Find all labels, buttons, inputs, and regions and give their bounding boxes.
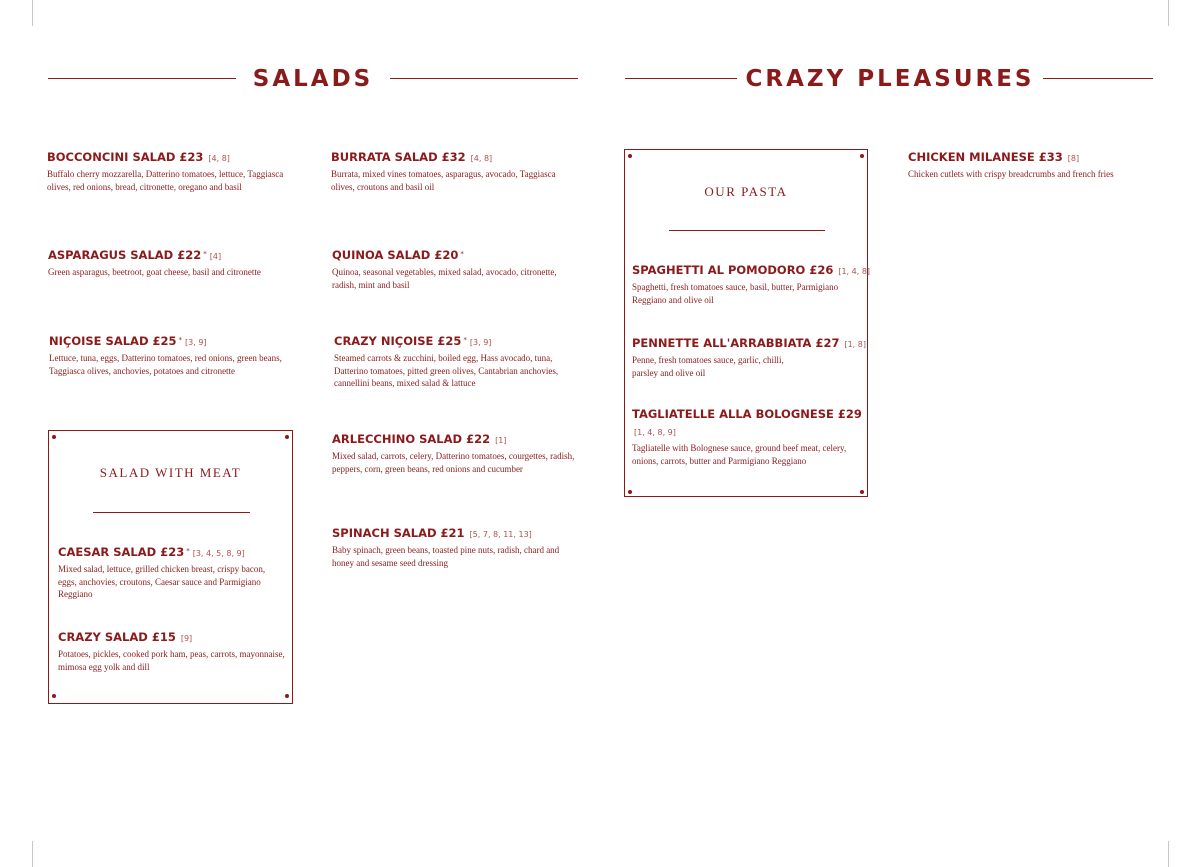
corner-dot: [285, 694, 289, 698]
allergen-codes: [1, 4, 8, 9]: [634, 428, 676, 437]
item-description: Lettuce, tuna, eggs, Datterino tomatoes, red onions, green beans, Taggiasca olives, anchovies, potatoes and citronette: [49, 353, 282, 376]
allergen-codes: [4, 8]: [470, 154, 493, 163]
vegetarian-star: *: [463, 336, 467, 344]
allergen-codes: [1, 8]: [844, 340, 866, 349]
item-description: Spaghetti, fresh tomatoes sauce, basil, butter, Parmigiano Reggiano and olive oil: [632, 282, 839, 305]
item-name: ARLECCHINO SALAD £22: [332, 432, 491, 446]
trim-mark: [1168, 0, 1169, 26]
menu-item-tagliatelle-bolognese: [632, 406, 866, 467]
heading-rule-left: [625, 78, 737, 79]
box-divider: [669, 230, 825, 231]
item-name: CAESAR SALAD £23: [58, 545, 185, 559]
menu-item-bocconcini-salad: [47, 148, 307, 193]
item-name: PENNETTE ALL'ARRABBIATA £27: [632, 336, 840, 350]
item-description: Tagliatelle with Bolognese sauce, ground beef meat, celery, onions, carrots, butter and Parmigiano Reggiano: [632, 443, 847, 466]
menu-item-spinach-salad: [332, 524, 577, 569]
allergen-codes: [1, 4, 8]: [838, 267, 871, 276]
allergen-codes: [1]: [495, 436, 507, 445]
corner-dot: [860, 490, 864, 494]
item-name: CHICKEN MILANESE £33: [908, 150, 1063, 164]
salads-heading: SALADS: [252, 66, 374, 92]
item-description: Quinoa, seasonal vegetables, mixed salad, avocado, citronette, radish, mint and basil: [332, 267, 557, 290]
item-name: BOCCONCINI SALAD £23: [47, 150, 204, 164]
heading-rule-right: [390, 78, 578, 79]
menu-item-quinoa-salad: [332, 246, 582, 291]
item-name: BURRATA SALAD £32: [331, 150, 466, 164]
item-description: Penne, fresh tomatoes sauce, garlic, chilli, parsley and olive oil: [632, 355, 784, 378]
item-description: Mixed salad, lettuce, grilled chicken breast, crispy bacon, eggs, anchovies, croutons, Caesar sauce and Parmigiano Reggiano: [58, 564, 266, 599]
menu-item-crazy-nicoise: [334, 332, 574, 390]
heading-rule-left: [48, 78, 236, 79]
allergen-codes: [3, 4, 5, 8, 9]: [192, 549, 245, 558]
box-title: SALAD WITH MEAT: [99, 465, 242, 480]
menu-item-crazy-salad: [58, 628, 286, 673]
corner-dot: [628, 490, 632, 494]
menu-item-spaghetti-al-pomodoro: [632, 261, 871, 306]
item-description: Burrata, mixed vines tomatoes, asparagus, avocado, Taggiasca olives, croutons and basil oil: [331, 169, 556, 192]
vegetarian-star: *: [460, 250, 464, 258]
trim-mark: [1168, 841, 1169, 867]
item-description: Buffalo cherry mozzarella, Datterino tomatoes, lettuce, Taggiasca olives, red onions, bread, citronette, oregano and basil: [47, 169, 284, 192]
heading-rule-right: [1043, 78, 1153, 79]
trim-mark: [32, 841, 33, 867]
menu-item-chicken-milanese: [908, 148, 1158, 181]
box-title: OUR PASTA: [704, 184, 788, 199]
item-description: Green asparagus, beetroot, goat cheese, basil and citronette: [48, 267, 261, 277]
box-divider: [93, 512, 250, 513]
item-name: ASPARAGUS SALAD £22: [48, 248, 202, 262]
crazy-pleasures-heading: CRAZY PLEASURES: [745, 66, 1035, 92]
corner-dot: [860, 154, 864, 158]
item-name: CRAZY NIÇOISE £25: [334, 334, 462, 348]
vegetarian-star: *: [186, 547, 190, 555]
allergen-codes: [5, 7, 8, 11, 13]: [469, 530, 532, 539]
allergen-codes: [9]: [180, 634, 193, 643]
our-pasta-box: [624, 149, 871, 497]
allergen-codes: [4, 8]: [208, 154, 230, 163]
item-name: CRAZY SALAD £15: [58, 630, 176, 644]
item-description: Baby spinach, green beans, toasted pine nuts, radish, chard and honey and sesame seed dressing: [332, 545, 560, 568]
item-name: QUINOA SALAD £20: [332, 248, 459, 262]
item-description: Steamed carrots & zucchini, boiled egg, Hass avocado, tuna, Datterino tomatoes, pitted green olives, Cantabrian anchovies, cannellini beans, mixed salad & lattuce: [334, 353, 559, 388]
corner-dot: [285, 435, 289, 439]
item-name: NIÇOISE SALAD £25: [49, 334, 177, 348]
menu-item-asparagus-salad: [48, 246, 298, 279]
item-name: SPINACH SALAD £21: [332, 526, 465, 540]
item-description: Mixed salad, carrots, celery, Datterino tomatoes, courgettes, radish, peppers, corn, green beans, red onions and cucumber: [332, 451, 575, 474]
menu-item-pennette-arrabbiata: [632, 334, 866, 379]
allergen-codes: [8]: [1067, 154, 1080, 163]
allergen-codes: [4]: [209, 252, 222, 261]
item-description: Potatoes, pickles, cooked pork ham, peas, carrots, mayonnaise, mimosa egg yolk and dill: [58, 649, 285, 672]
vegetarian-star: *: [178, 336, 183, 344]
item-name: TAGLIATELLE ALLA BOLOGNESE £29: [632, 407, 862, 421]
salad-with-meat-box: [48, 430, 293, 704]
vegetarian-star: *: [203, 250, 207, 258]
menu-item-nicoise-salad: [49, 332, 287, 377]
allergen-codes: [3, 9]: [185, 338, 207, 347]
corner-dot: [52, 435, 56, 439]
item-description: Chicken cutlets with crispy breadcrumbs and french fries: [908, 169, 1114, 179]
menu-item-caesar-salad: [58, 543, 286, 601]
corner-dot: [628, 154, 632, 158]
allergen-codes: [3, 9]: [469, 338, 492, 347]
item-name: SPAGHETTI AL POMODORO £26: [632, 263, 834, 277]
menu-item-arlecchino-salad: [332, 430, 582, 475]
trim-mark: [32, 0, 33, 26]
corner-dot: [52, 694, 56, 698]
menu-item-burrata-salad: [331, 148, 581, 193]
